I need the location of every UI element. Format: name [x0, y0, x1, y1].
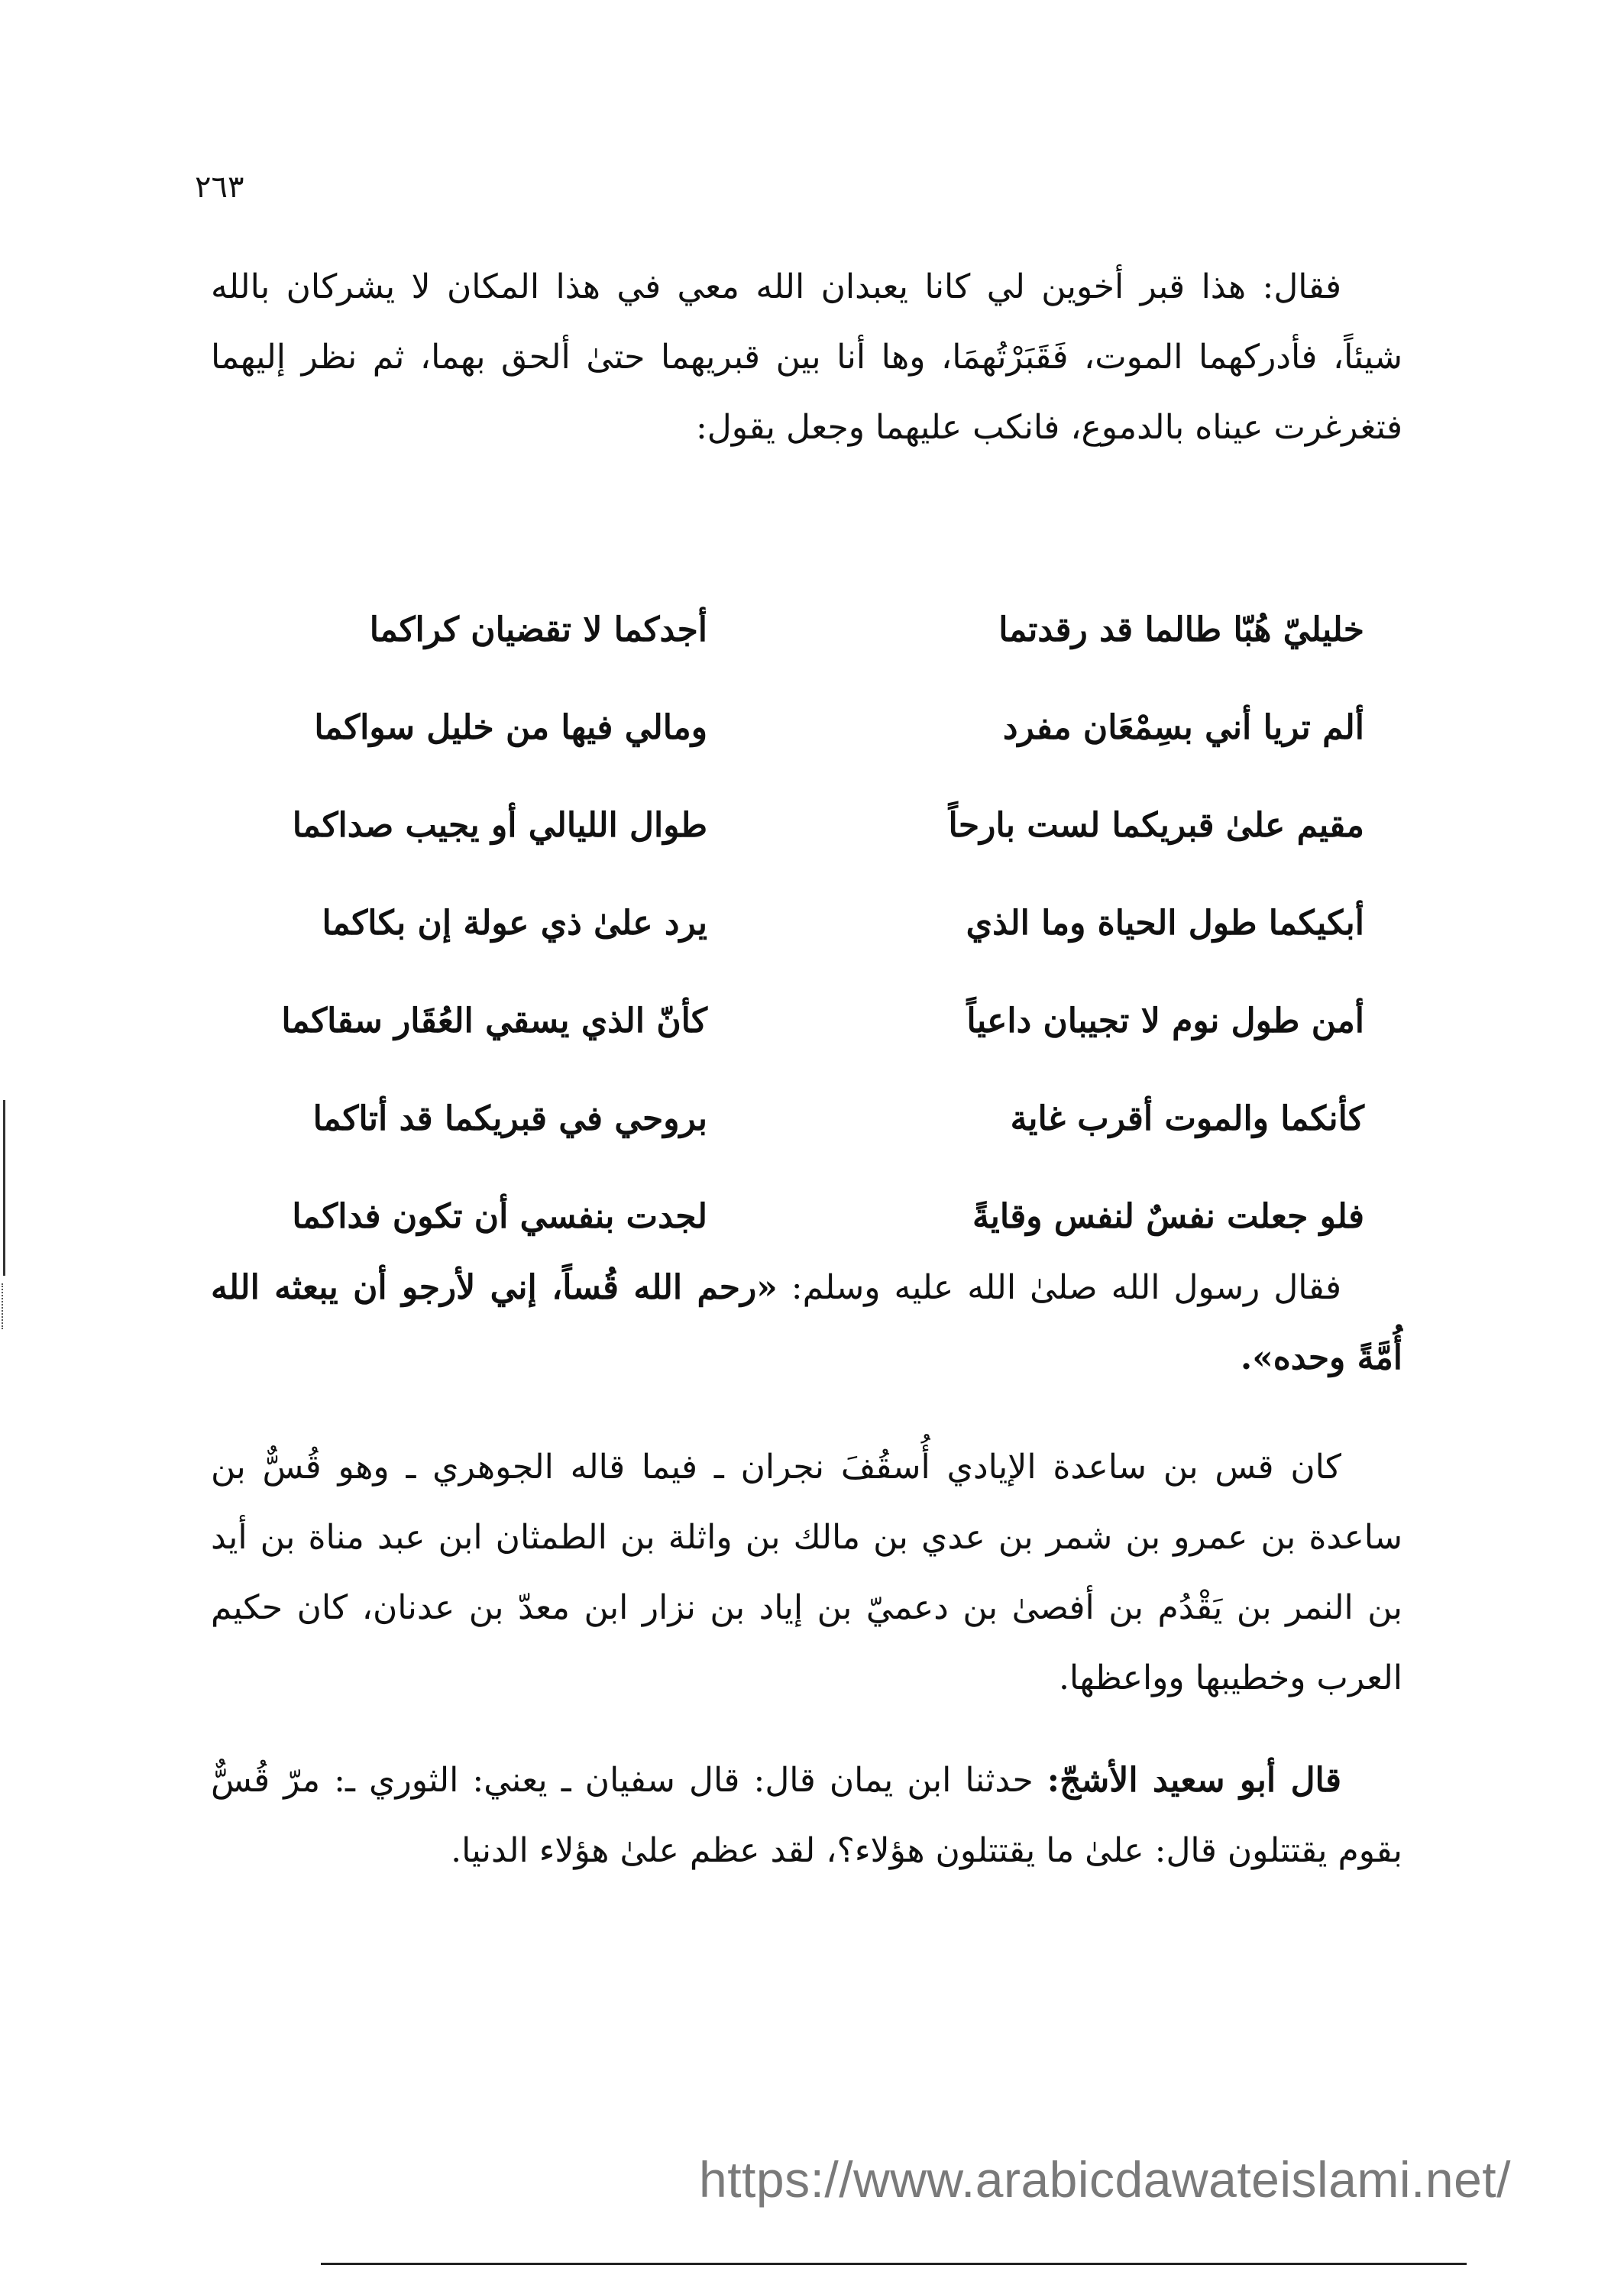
poem-hemistich-first: ألم تريا أني بسِمْعَان مفرد [1002, 707, 1364, 747]
paragraph-4 [211, 1746, 1402, 1886]
page-number: ٢٦٣ [195, 170, 244, 205]
poem-hemistich-first: كأنكما والموت أقرب غاية [1010, 1099, 1364, 1138]
poem-hemistich-first: خليليّ هُبّا طالما قد رقدتما [998, 610, 1364, 649]
poem-hemistich-second: لجدت بنفسي أن تكون فداكما [292, 1196, 707, 1236]
poem-hemistich-second: أجدكما لا تقضيان كراكما [369, 610, 707, 649]
poem-hemistich-second: بروحي في قبريكما قد أتاكما [312, 1099, 707, 1138]
narration-text: حدثنا ابن يمان قال: قال سفيان ـ يعني: الثوري ـ: مرّ قُسٌّ بقوم يقتتلون قال: علىٰ ما يقتتلون هؤلاء؟، لقد عظم علىٰ هؤلاء الدنيا. [211, 1761, 1402, 1870]
poem-line [234, 776, 1364, 874]
website-watermark: https://www.arabicdawateislami.net/ [699, 2151, 1511, 2208]
poem-line [234, 1167, 1364, 1265]
narrator-lead: قال أبو سعيد الأشجّ: [1047, 1761, 1341, 1800]
poem-line [234, 581, 1364, 678]
scan-margin-dots [2, 1283, 8, 1329]
poem [234, 581, 1364, 1265]
poem-line [234, 1069, 1364, 1167]
poem-hemistich-first: فلو جعلت نفسٌ لنفس وقايةً [972, 1196, 1364, 1236]
poem-hemistich-first: أبكيكما طول الحياة وما الذي [966, 903, 1364, 943]
poem-hemistich-second: ومالي فيها من خليل سواكما [314, 707, 707, 747]
hadith-quote: «رحم الله قُساً، إني لأرجو أن يبعثه الله أُمَّةً وحده». [211, 1268, 1402, 1377]
poem-hemistich-first: مقيم علىٰ قبريكما لست بارحاً [948, 805, 1364, 845]
paragraph-1-text: فقال: هذا قبر أخوين لي كانا يعبدان الله معي في هذا المكان لا يشركان بالله شيئاً، فأدركهما الموت، فَقَبَرْتُهمَا، وها أنا بين قبريهما حتىٰ ألحق بهما، ثم نظر إليهما فتغرغرت عيناه بالدموع، فانكب عليهما وجعل يقول: [211, 267, 1402, 447]
poem-line [234, 972, 1364, 1069]
poem-hemistich-second: طوال الليالي أو يجيب صداكما [292, 805, 707, 845]
poem-hemistich-second: يرد علىٰ ذي عولة إن بكاكما [322, 903, 707, 943]
paragraph-3 [211, 1432, 1402, 1713]
poem-line [234, 678, 1364, 776]
scan-margin-line [3, 1100, 5, 1276]
paragraph-1 [211, 252, 1402, 463]
paragraph-3-text: كان قس بن ساعدة الإيادي أُسقُفَ نجران ـ فيما قاله الجوهري ـ وهو قُسٌّ بن ساعدة بن عمرو بن شمر بن عدي بن مالك بن واثلة بن الطمثان ابن عبد مناة بن أيد بن النمر بن يَقْدُم بن أفصىٰ بن دعميّ بن إياد بن نزار ابن معدّ بن عدنان، كان حكيم العرب وخطيبها وواعظها. [211, 1448, 1403, 1697]
paragraph-2 [211, 1253, 1402, 1393]
poem-hemistich-second: كأنّ الذي يسقي العُقَار سقاكما [281, 1001, 707, 1040]
hadith-intro: فقال رسول الله صلىٰ الله عليه وسلم: [791, 1268, 1341, 1307]
poem-hemistich-first: أمن طول نوم لا تجيبان داعياً [966, 1001, 1364, 1040]
paragraph-2-text [211, 1253, 1402, 1393]
bottom-rule [321, 2263, 1467, 2265]
poem-line [234, 874, 1364, 972]
paragraph-4-text [211, 1746, 1402, 1886]
